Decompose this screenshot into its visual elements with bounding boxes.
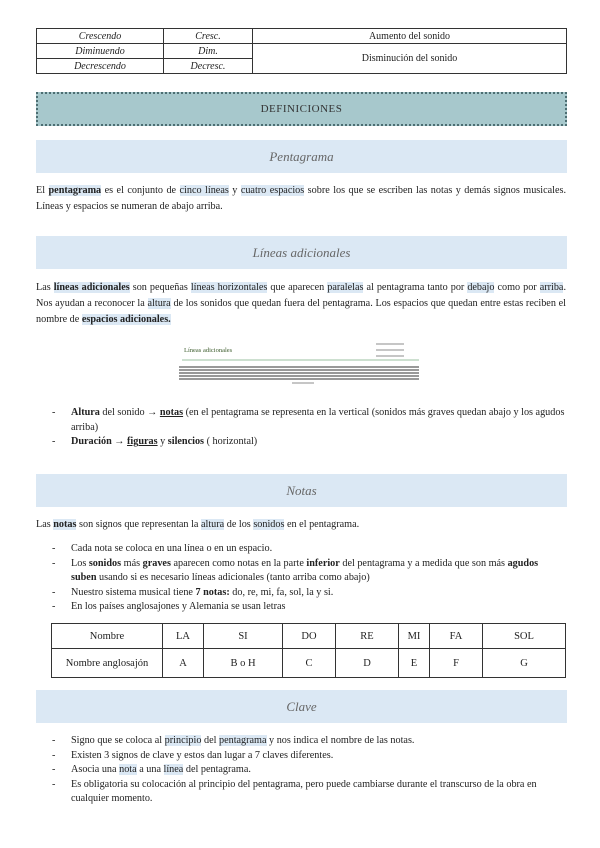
list-item: - Existen 3 signos de clave y estos dan lugar a 7 claves diferentes. [52, 749, 334, 761]
table-cell: G [483, 649, 566, 678]
table-cell: B o H [204, 649, 283, 678]
table-row [37, 44, 567, 59]
lineas-bullets [52, 406, 566, 450]
list-item: - Es obligatoria su colocación al principio del pentagrama, pero puede cambiarse durante el transcurso de la obra en cualquier momento. [52, 778, 537, 805]
table-cell: MI [399, 624, 430, 649]
definitions-banner: DEFINICIONES [36, 92, 567, 126]
table-cell: Diminuendo [37, 44, 164, 59]
table-row [52, 649, 566, 678]
notas-bullets [52, 542, 566, 615]
table-row [37, 29, 567, 44]
table-cell: Aumento del sonido [253, 29, 567, 44]
list-item: - Cada nota se coloca en una línea o en un espacio. [52, 543, 273, 554]
table-cell: FA [430, 624, 483, 649]
table-cell: SOL [483, 624, 566, 649]
dynamics-table [36, 28, 567, 74]
table-cell: RE [336, 624, 399, 649]
table-cell: C [283, 649, 336, 678]
note-names-table [51, 623, 566, 678]
table-cell: Disminución del sonido [253, 44, 567, 74]
diagram-label: Líneas adicionales [184, 347, 233, 354]
section-title-notas: Notas [36, 474, 567, 507]
table-cell: LA [163, 624, 204, 649]
clave-bullets [52, 734, 566, 807]
table-cell: Nombre [52, 624, 163, 649]
table-cell: DO [283, 624, 336, 649]
table-cell: Crescendo [37, 29, 164, 44]
section-title-clave: Clave [36, 690, 567, 723]
table-cell: Dim. [164, 44, 253, 59]
ledger-lines-diagram [176, 338, 421, 388]
staff-lines-svg [176, 338, 421, 388]
section-title-lineas: Líneas adicionales [36, 236, 567, 269]
table-cell: F [430, 649, 483, 678]
table-cell: D [336, 649, 399, 678]
list-item: - Signo que se coloca al principio del pentagrama y nos indica el nombre de las notas. [52, 735, 415, 746]
table-row [52, 624, 566, 649]
table-cell: A [163, 649, 204, 678]
list-item: - Duración → figuras y silencios ( horizontal) [52, 436, 258, 448]
table-cell: Decrescendo [37, 59, 164, 74]
list-item: - Asocia una nota a una línea del pentagrama. [52, 764, 251, 776]
lineas-paragraph: Las líneas adicionales son pequeñas líneas horizontales que aparecen paralelas al pentagrama tanto por debajo como por arriba. Nos ayudan a reconocer la altura de los sonidos que quedan fuera del pentagrama. Los espacios que quedan entre estas reciben el nombre de espacios adicionales. [36, 282, 566, 325]
table-cell: Decresc. [164, 59, 253, 74]
table-cell: E [399, 649, 430, 678]
section-title-pentagrama: Pentagrama [36, 140, 567, 173]
list-item: - Nuestro sistema musical tiene 7 notas: do, re, mi, fa, sol, la y si. [52, 586, 334, 598]
list-item: - En los países anglosajones y Alemania se usan letras [52, 601, 286, 613]
list-item: - Altura del sonido → notas (en el pentagrama se representa en la vertical (sonidos más graves quedan abajo y los agudos arriba) [52, 407, 565, 433]
pentagrama-paragraph: El pentagrama es el conjunto de cinco líneas y cuatro espacios sobre los que se escriben las notas y demás signos musicales. Líneas y espacios se numeran de abajo arriba. [36, 185, 567, 212]
list-item: - Los sonidos más graves aparecen como notas en la parte inferior del pentagrama y a medida que son más agudos suben usando si es necesario líneas adicionales (tanto arriba como abajo) [52, 557, 539, 584]
table-cell: Nombre anglosajón [52, 649, 163, 678]
table-cell: Cresc. [164, 29, 253, 44]
notas-paragraph: Las notas son signos que representan la altura de los sonidos en el pentagrama. [36, 519, 360, 530]
table-cell: SI [204, 624, 283, 649]
